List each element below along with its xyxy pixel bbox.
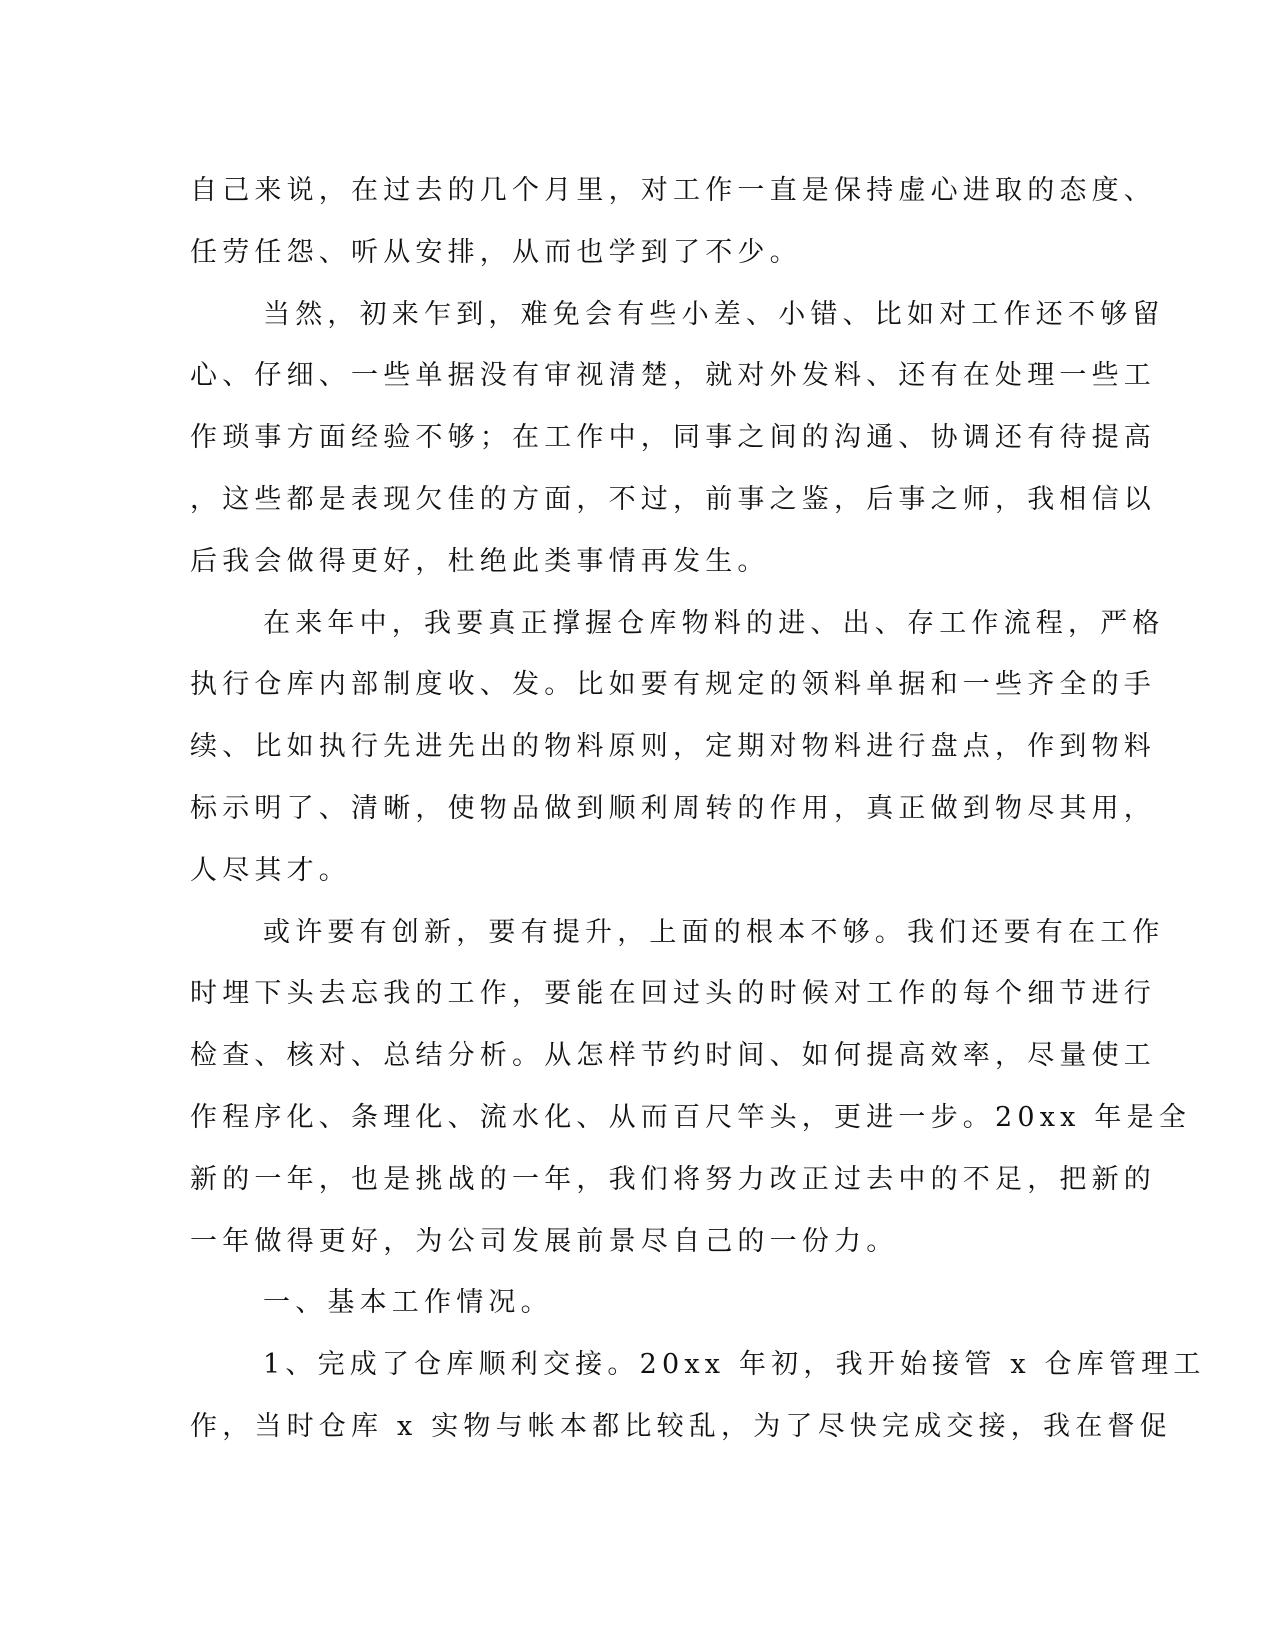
text-line: 检查、核对、总结分析。从怎样节约时间、如何提高效率，尽量使工 (190, 1040, 1156, 1072)
text-line: 后我会做得更好，杜绝此类事情再发生。 (190, 545, 770, 577)
text-line: 心、仔细、一些单据没有审视清楚，就对外发料、还有在处理一些工 (190, 360, 1156, 392)
text-line: 续、比如执行先进先出的物料原则，定期对物料进行盘点，作到物料 (190, 731, 1156, 763)
paragraph-start-line: 或许要有创新，要有提升，上面的根本不够。我们还要有在工作 (263, 916, 1165, 948)
paragraph-start-line: 当然，初来乍到，难免会有些小差、小错、比如对工作还不够留 (263, 298, 1165, 330)
text-line: 一年做得更好，为公司发展前景尽自己的一份力。 (190, 1225, 899, 1257)
paragraph-start-line: 在来年中，我要真正撑握仓库物料的进、出、存工作流程，严格 (263, 607, 1165, 639)
text-line: 自己来说，在过去的几个月里，对工作一直是保持虚心进取的态度、 (190, 175, 1156, 206)
paragraph-start-line: 1、完成了仓库顺利交接。20xx 年初，我开始接管 x 仓库管理工 (263, 1349, 1206, 1381)
text-line: 作琐事方面经验不够；在工作中，同事之间的沟通、协调还有待提高 (190, 422, 1156, 454)
text-line: 执行仓库内部制度收、发。比如要有规定的领料单据和一些齐全的手 (190, 669, 1156, 701)
document-body (190, 160, 1206, 1458)
text-line: 作，当时仓库 x 实物与帐本都比较乱，为了尽快完成交接，我在督促 (190, 1410, 1172, 1442)
text-line: 任劳任怨、听从安排，从而也学到了不少。 (190, 236, 802, 268)
text-line: 时埋下头去忘我的工作，要能在回过头的时候对工作的每个细节进行 (190, 978, 1156, 1010)
text-line: 新的一年，也是挑战的一年，我们将努力改正过去中的不足，把新的 (190, 1163, 1156, 1195)
text-line: 标示明了、清晰，使物品做到顺利周转的作用，真正做到物尽其用， (190, 792, 1156, 824)
text-line: ，这些都是表现欠佳的方面，不过，前事之鉴，后事之师，我相信以 (190, 483, 1156, 515)
text-line: 人尽其才。 (190, 854, 351, 886)
section-heading-line: 一、基本工作情况。 (263, 1287, 553, 1319)
text-line: 作程序化、条理化、流水化、从而百尺竿头，更进一步。20xx 年是全 (190, 1101, 1191, 1133)
